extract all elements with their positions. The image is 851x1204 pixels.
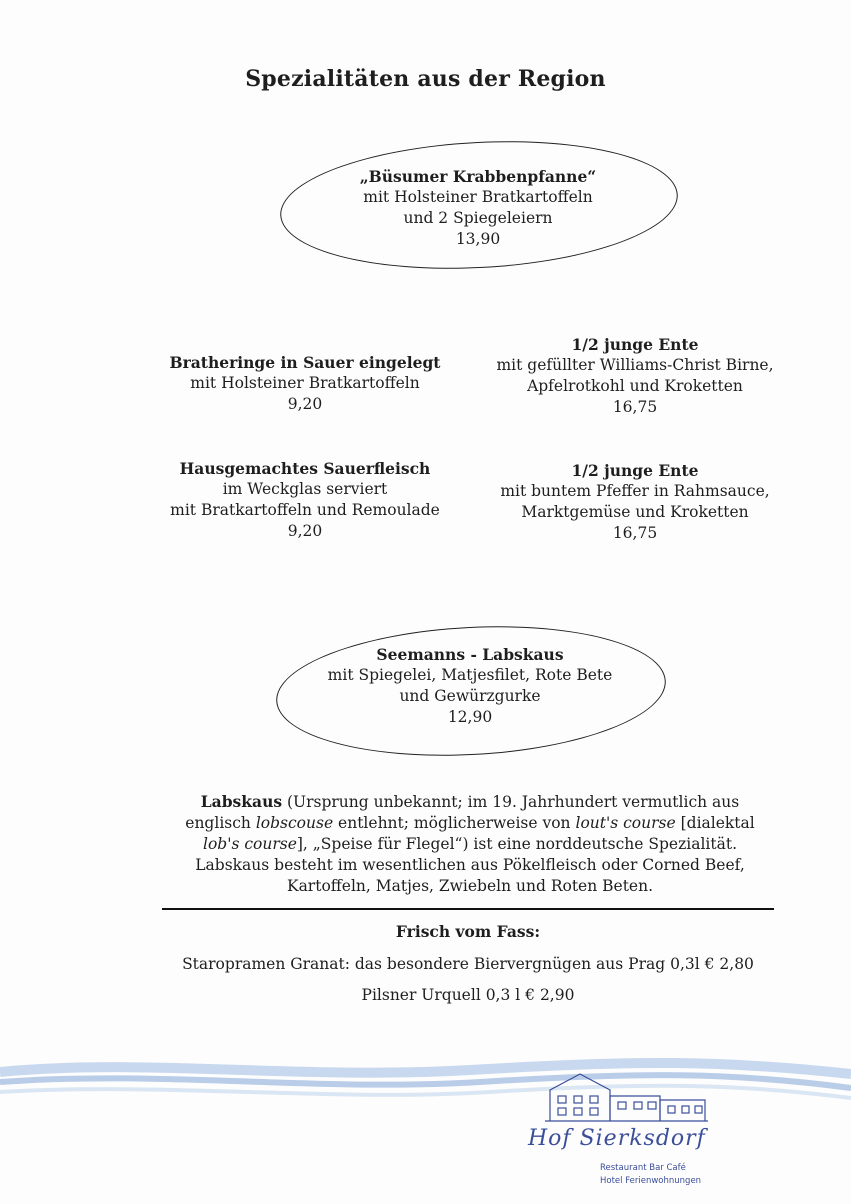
dish-desc: mit Holsteiner Bratkartoffeln bbox=[363, 188, 593, 206]
footer-wave bbox=[0, 1030, 851, 1204]
beer-pilsner: Pilsner Urquell 0,3 l € 2,90 bbox=[361, 986, 575, 1004]
dish-price: 9,20 bbox=[287, 395, 323, 413]
hotel-building-icon bbox=[540, 1066, 710, 1126]
dish-desc: im Weckglas serviert bbox=[222, 480, 388, 498]
dish-name: Bratheringe in Sauer eingelegt bbox=[169, 353, 441, 372]
dish-desc: mit Bratkartoffeln und Remoulade bbox=[170, 501, 440, 519]
beer-staropramen: Staropramen Granat: das besondere Biervergnügen aus Prag 0,3l € 2,80 bbox=[182, 955, 754, 973]
dish-name: Seemanns - Labskaus bbox=[376, 645, 564, 664]
dish-price: 12,90 bbox=[447, 708, 493, 726]
dish-desc: mit Spiegelei, Matjesfilet, Rote Bete bbox=[327, 666, 613, 684]
dish-price: 16,75 bbox=[612, 524, 658, 542]
dish-name: „Büsumer Krabbenpfanne“ bbox=[359, 167, 597, 186]
dish-ente-pfeffer bbox=[478, 460, 792, 544]
note-italic: lout's course bbox=[575, 814, 676, 832]
beer-section-title: Frisch vom Fass: bbox=[395, 922, 541, 941]
dish-desc: Marktgemüse und Kroketten bbox=[521, 503, 749, 521]
note-text: entlehnt; möglicherweise von bbox=[333, 814, 576, 832]
note-text: (Ursprung unbekannt; im 19. Jahrhundert vermutlich aus englisch bbox=[185, 793, 740, 832]
dish-bratheringe bbox=[150, 352, 460, 415]
featured-dish-bottom bbox=[276, 644, 664, 728]
featured-dish-top bbox=[280, 166, 676, 250]
note-text: ], „Speise für Flegel“) ist eine norddeutsche Spezialität. Labskaus besteht im wesentlichen aus Pökelfleisch oder Corned Beef, Kartoffeln, Matjes, Zwiebeln und Roten Beten. bbox=[195, 835, 745, 895]
dish-desc: mit Holsteiner Bratkartoffeln bbox=[190, 374, 420, 392]
dish-price: 13,90 bbox=[455, 230, 501, 248]
brand-logo: Hof Sierksdorf bbox=[528, 1126, 706, 1151]
labskaus-note bbox=[168, 791, 772, 897]
dish-ente-birne bbox=[478, 334, 792, 418]
dish-price: 9,20 bbox=[287, 522, 323, 540]
dish-desc: mit buntem Pfeffer in Rahmsauce, bbox=[500, 482, 770, 500]
page-title: Spezialitäten aus der Region bbox=[245, 66, 606, 92]
note-italic: lob's course bbox=[202, 835, 297, 853]
brand-tagline: Hotel Ferienwohnungen bbox=[600, 1176, 702, 1186]
note-italic: lobscouse bbox=[255, 814, 334, 832]
dish-desc: Apfelrotkohl und Kroketten bbox=[527, 377, 743, 395]
brand-tagline: Restaurant Bar Café bbox=[600, 1163, 686, 1173]
dish-desc: und 2 Spiegeleiern bbox=[403, 209, 553, 227]
dish-name: 1/2 junge Ente bbox=[571, 461, 699, 480]
dish-desc: und Gewürzgurke bbox=[399, 687, 541, 705]
note-text: [dialektal bbox=[675, 814, 755, 832]
dish-price: 16,75 bbox=[612, 398, 658, 416]
dish-name: Hausgemachtes Sauerfleisch bbox=[179, 459, 431, 478]
dish-sauerfleisch bbox=[150, 458, 460, 542]
note-term: Labskaus bbox=[200, 792, 283, 811]
dish-name: 1/2 junge Ente bbox=[571, 335, 699, 354]
dish-desc: mit gefüllter Williams-Christ Birne, bbox=[496, 356, 774, 374]
divider bbox=[162, 908, 774, 910]
